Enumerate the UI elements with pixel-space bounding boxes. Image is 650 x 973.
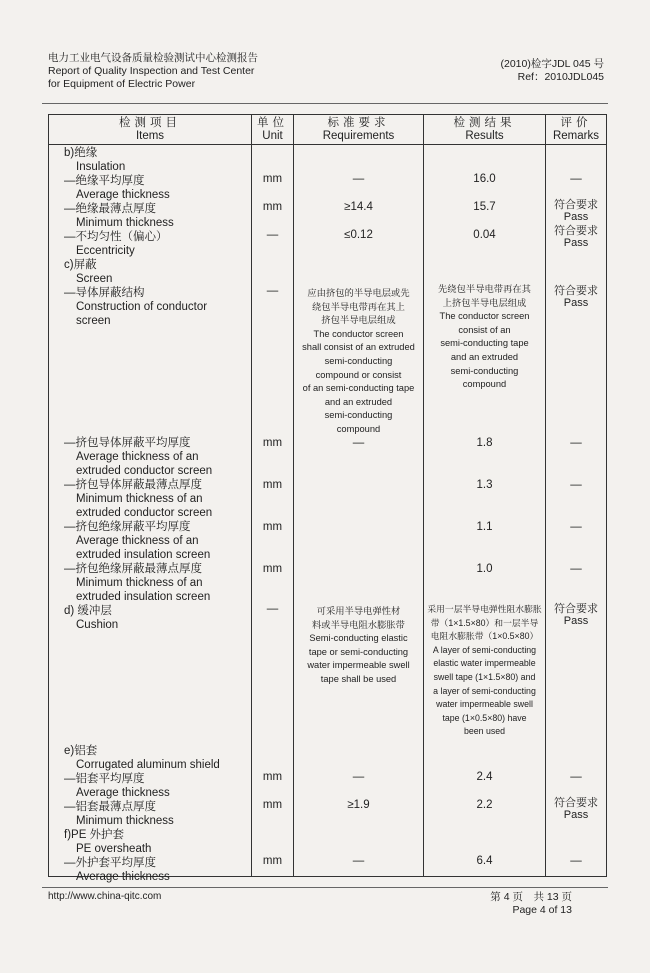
item-label: Screen [76, 273, 113, 285]
footer-divider [42, 887, 608, 888]
result-cushion: 采用一层半导电弹性阻水膨胀 带（1×1.5×80）和一层半导 电阻水膨胀带（1×0.5×80） A layer of semi-conducting elastic water impermeable swell tape (1×1.5×80) and a layer of semi-conducting water impermeable swell tape (1×0.5×80) have been used [427, 604, 542, 737]
unit-column [252, 145, 294, 877]
unit-value: mm [262, 173, 283, 185]
items-column [49, 145, 252, 883]
item-label: Construction of conductor [76, 301, 208, 313]
result-value: 6.4 [476, 855, 493, 867]
item-label: —铝套平均厚度 [64, 773, 145, 785]
item-label: Average thickness of an [76, 451, 199, 463]
requirement-value: — [352, 771, 365, 783]
unit-value: mm [262, 563, 283, 575]
unit-value: — [266, 229, 279, 241]
remark-value: — [570, 173, 582, 185]
result-value: 15.7 [473, 201, 496, 213]
page-number-en: Page 4 of 13 [512, 904, 572, 916]
unit-value: mm [262, 437, 283, 449]
requirement-value: — [352, 437, 365, 449]
header-items: 检测项目 Items [49, 115, 252, 145]
item-label: d) 缓冲层 [64, 605, 112, 617]
header-results: 检测结果 Results [424, 115, 546, 145]
item-label: Minimum thickness [76, 815, 174, 827]
item-label: —挤包绝缘屏蔽平均厚度 [64, 521, 191, 533]
result-value: 0.04 [473, 229, 496, 241]
item-label: Minimum thickness of an [76, 577, 203, 589]
item-label: Average thickness [76, 871, 170, 883]
requirement-value: ≤0.12 [344, 229, 373, 241]
item-label: f)PE 外护套 [64, 829, 125, 841]
item-label: Average thickness [76, 787, 170, 799]
item-label: Average thickness [76, 189, 170, 201]
item-label: —挤包绝缘屏蔽最薄点厚度 [64, 563, 202, 575]
requirement-value: ≥14.4 [344, 201, 373, 213]
header-remarks: 评价 Remarks [546, 115, 607, 145]
result-conductor-screen: 先绕包半导电带再在其 上挤包半导电层组成 The conductor screen consist of an semi-conducting tape and an extruded semi-conducting compound [438, 284, 531, 390]
unit-value: — [266, 603, 279, 615]
header-title-en-2: for Equipment of Electric Power [48, 78, 196, 90]
result-value: 2.4 [476, 771, 493, 783]
header-title-cn: 电力工业电气设备质量检验测试中心检测报告 [48, 52, 258, 64]
item-label: extruded conductor screen [76, 465, 213, 477]
unit-value: mm [262, 479, 283, 491]
result-value: 1.8 [476, 437, 493, 449]
requirement-value: — [352, 173, 365, 185]
page-number [490, 891, 572, 917]
remark-pass: 符合要求 Pass [554, 603, 598, 627]
unit-value: — [266, 285, 279, 297]
item-label: Corrugated aluminum shield [76, 759, 220, 771]
item-label: c)屏蔽 [64, 259, 97, 271]
unit-value: mm [262, 201, 283, 213]
requirement-value: — [352, 855, 365, 867]
requirement-conductor-screen: 应由挤包的半导电层或先 绕包半导电带再在其上 挤包半导电层组成 The conductor screen shall consist of an extruded semi-conducting compound or consist of an semi-conducting tape and an extruded semi-conducting compound [302, 288, 415, 434]
reference-en: Ref：2010JDL045 [517, 71, 604, 83]
item-label: e)铝套 [64, 745, 98, 757]
item-label: extruded insulation screen [76, 591, 211, 603]
inspection-table [48, 114, 607, 883]
item-label: extruded insulation screen [76, 549, 211, 561]
item-label: Average thickness of an [76, 535, 199, 547]
result-value: 16.0 [473, 173, 496, 185]
report-reference [501, 58, 605, 84]
item-label: screen [76, 315, 111, 327]
unit-value: mm [262, 855, 283, 867]
remark-value: — [570, 521, 582, 533]
result-value: 1.1 [476, 521, 493, 533]
remark-value: — [570, 437, 582, 449]
result-value: 1.0 [476, 563, 493, 575]
item-label: —铝套最薄点厚度 [64, 801, 156, 813]
unit-value: mm [262, 771, 283, 783]
item-label: —绝缘平均厚度 [64, 175, 145, 187]
item-label: —绝缘最薄点厚度 [64, 203, 156, 215]
remark-pass: 符合要求 Pass [554, 797, 598, 821]
remark-value: — [570, 479, 582, 491]
remark-pass: 符合要求 Pass [554, 225, 598, 249]
item-label: —挤包导体屏蔽最薄点厚度 [64, 479, 202, 491]
table-header-row [49, 115, 607, 145]
item-label: —挤包导体屏蔽平均厚度 [64, 437, 191, 449]
unit-value: mm [262, 799, 283, 811]
remarks-column [546, 145, 607, 877]
item-label: PE oversheath [76, 843, 152, 855]
item-label: Insulation [76, 161, 126, 173]
header-title-en-1: Report of Quality Inspection and Test Center [48, 65, 255, 77]
page-number-cn: 第 4 页 共 13 页 [490, 891, 572, 903]
item-label: —导体屏蔽结构 [64, 287, 145, 299]
remark-value: — [570, 563, 582, 575]
footer-url[interactable]: http://www.china-qitc.com [48, 891, 162, 902]
header-divider [42, 103, 608, 104]
item-label: —外护套平均厚度 [64, 857, 156, 869]
reference-cn: (2010)检字JDL 045 号 [500, 58, 604, 70]
item-label: Minimum thickness of an [76, 493, 203, 505]
result-value: 2.2 [476, 799, 493, 811]
remark-pass: 符合要求 Pass [554, 199, 598, 223]
requirements-column [294, 145, 424, 877]
header-requirements: 标准要求 Requirements [294, 115, 424, 145]
remark-value: — [570, 771, 582, 783]
results-column [424, 145, 546, 877]
item-label: —不均匀性（偏心） [64, 231, 168, 243]
item-label: Eccentricity [76, 245, 135, 257]
item-label: Minimum thickness [76, 217, 174, 229]
remark-pass: 符合要求 Pass [554, 285, 598, 309]
item-label: extruded conductor screen [76, 507, 213, 519]
report-header [48, 52, 258, 91]
unit-value: mm [262, 521, 283, 533]
result-value: 1.3 [476, 479, 493, 491]
table-body-row [49, 145, 607, 877]
requirement-value: ≥1.9 [347, 799, 370, 811]
requirement-cushion: 可采用半导电弹性材 料或半导电阻水膨胀带 Semi-conducting elastic tape or semi-conducting water impermeable swell tape shall be used [307, 606, 410, 684]
header-unit: 单位 Unit [252, 115, 294, 145]
item-label: b)绝缘 [64, 147, 98, 159]
item-label: Cushion [76, 619, 119, 631]
remark-value: — [570, 855, 582, 867]
